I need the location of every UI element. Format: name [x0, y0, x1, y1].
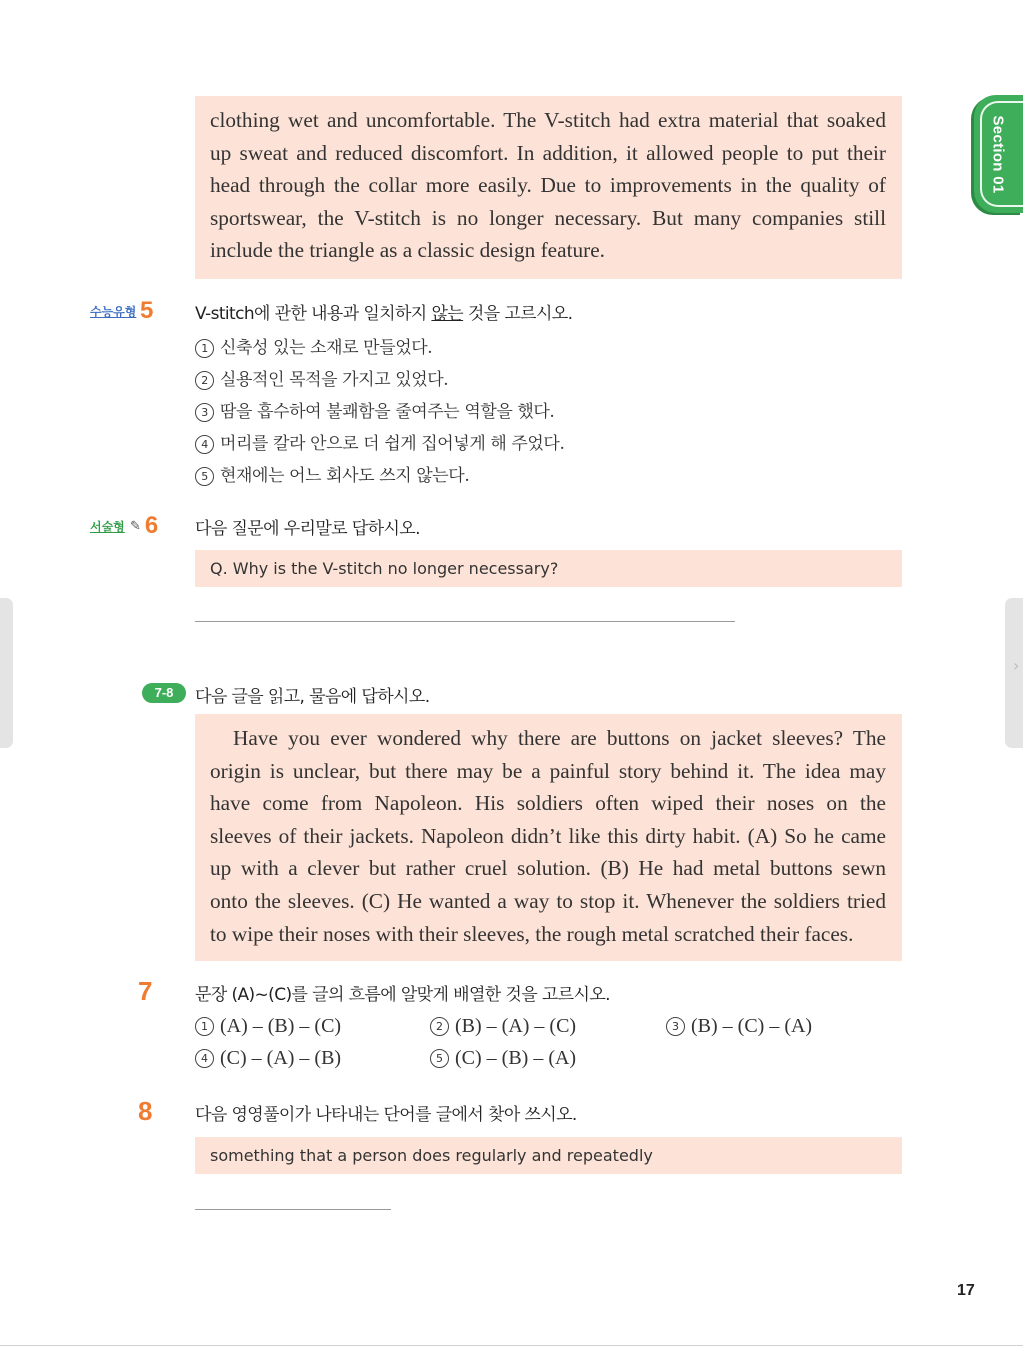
- choice-mark: 4: [195, 1049, 214, 1068]
- q5-option-2[interactable]: 2 실용적인 목적을 가지고 있었다.: [195, 365, 448, 390]
- passage-line: origin is unclear, but there may be a painful story behind it. The idea may: [210, 758, 886, 783]
- q6-prompt: 다음 질문에 우리말로 답하시오.: [195, 519, 420, 539]
- passage-line: head through the collar more easily. Due to improvements in the quality of: [210, 173, 886, 198]
- chevron-right-icon: ›: [1013, 656, 1020, 675]
- q7-prompt: 문장 (A)~(C)를 글의 흐름에 알맞게 배열한 것을 고르시오.: [195, 985, 610, 1005]
- choice-mark: 3: [666, 1017, 685, 1036]
- passage-2: [195, 714, 902, 961]
- choice-mark: 1: [195, 1017, 214, 1036]
- passage-line: to wipe their noses with their sleeves, the rough metal scratched their faces.: [210, 921, 854, 946]
- group-prompt: 다음 글을 읽고, 물음에 답하시오.: [195, 687, 430, 707]
- choice-mark: 5: [430, 1049, 449, 1068]
- q5-option-4[interactable]: 4 머리를 칼라 안으로 더 쉽게 집어넣게 해 주었다.: [195, 429, 564, 454]
- q7-option-5[interactable]: 5 (C) – (B) – (A): [430, 1047, 576, 1070]
- q8-prompt: 다음 영영풀이가 나타내는 단어를 글에서 찾아 쓰시오.: [195, 1105, 577, 1125]
- page-number: 17: [957, 1282, 975, 1299]
- section-tab[interactable]: [974, 95, 1023, 213]
- passage-line: have come from Napoleon. His soldiers often wiped their noses on the: [210, 791, 886, 816]
- q5-option-1[interactable]: 1 신축성 있는 소재로 만들었다.: [195, 333, 432, 358]
- passage-line: up sweat and reduced discomfort. In addition, it allowed people to put their: [210, 140, 886, 165]
- passage-line: sleeves of their jackets. Napoleon didn’t like this dirty habit. (A) So he came: [210, 823, 886, 848]
- choice-mark: 3: [195, 403, 214, 422]
- q7-option-4[interactable]: 4 (C) – (A) – (B): [195, 1047, 341, 1070]
- question-number: 6: [144, 512, 159, 539]
- q5-prompt: V-stitch에 관한 내용과 일치하지 않는 것을 고르시오.: [195, 304, 573, 324]
- section-tab-label: Section 01: [990, 114, 1007, 194]
- q6-header: [90, 512, 158, 540]
- q7-option-1[interactable]: 1 (A) – (B) – (C): [195, 1015, 341, 1038]
- q6-answer-line[interactable]: [195, 621, 735, 622]
- q5-header: [90, 297, 153, 325]
- passage-line: onto the sleeves. (C) He wanted a way to stop it. Whenever the soldiers tried: [210, 888, 886, 913]
- q7-option-2[interactable]: 2 (B) – (A) – (C): [430, 1015, 576, 1038]
- q8-definition-box: something that a person does regularly and repeatedly: [195, 1137, 902, 1174]
- passage-line: clothing wet and uncomfortable. The V-stitch had extra material that soaked: [210, 108, 886, 132]
- question-type-label: 서술형: [90, 519, 125, 534]
- q7-option-3[interactable]: 3 (B) – (C) – (A): [666, 1015, 812, 1038]
- group-badge: 7-8: [142, 683, 186, 703]
- passage-line: sportswear, the V-stitch is no longer necessary. But many companies still: [210, 205, 886, 230]
- q8-number: 8: [138, 1096, 153, 1126]
- q7-number: 7: [138, 976, 153, 1006]
- pencil-icon: ✎: [130, 518, 141, 534]
- choice-mark: 2: [430, 1017, 449, 1036]
- question-type-label: 수능유형: [90, 304, 137, 319]
- passage-line: up with a clever but rather cruel solution. (B) He had metal buttons sewn: [210, 856, 886, 881]
- passage-line: include the triangle as a classic design feature.: [210, 238, 606, 263]
- choice-mark: 1: [195, 339, 214, 358]
- choice-mark: 5: [195, 467, 214, 486]
- passage-1: [195, 96, 902, 279]
- next-page-handle[interactable]: [1005, 598, 1023, 748]
- choice-mark: 2: [195, 371, 214, 390]
- q8-answer-line[interactable]: [195, 1209, 391, 1210]
- q5-option-5[interactable]: 5 현재에는 어느 회사도 쓰지 않는다.: [195, 461, 469, 486]
- passage-line: Have you ever wondered why there are buttons on jacket sleeves? The: [233, 726, 886, 750]
- q6-question-box: Q. Why is the V-stitch no longer necessary?: [195, 550, 902, 587]
- q5-option-3[interactable]: 3 땀을 흡수하여 불쾌함을 줄여주는 역할을 했다.: [195, 397, 554, 422]
- prev-page-handle[interactable]: [0, 598, 13, 748]
- choice-mark: 4: [195, 435, 214, 454]
- page-bottom-divider: [0, 1345, 1023, 1346]
- question-number: 5: [140, 297, 154, 324]
